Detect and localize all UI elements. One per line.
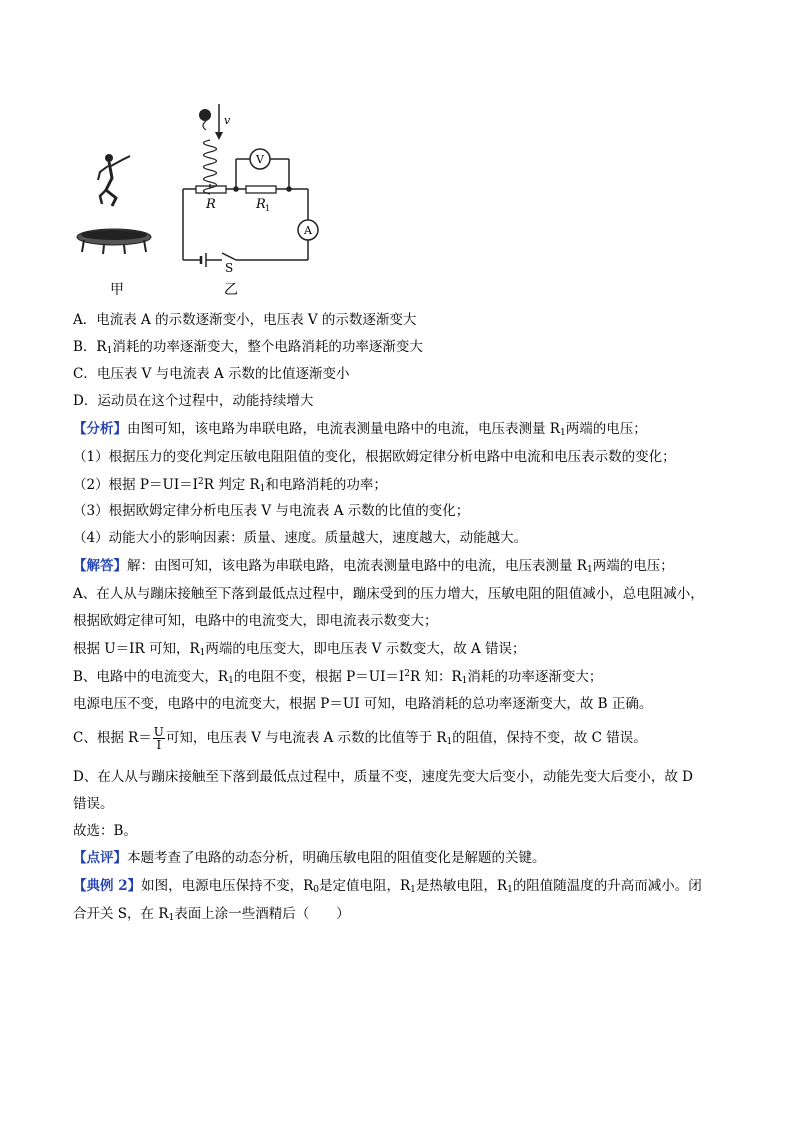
analysis-point-3: （3）根据欧姆定律分析电压表 V 与电流表 A 示数的比值的变化； [73, 503, 470, 519]
analysis-tag: 【分析】 [73, 421, 127, 437]
option-a: A．电流表 A 的示数逐渐变小，电压表 V 的示数逐渐变大 [73, 312, 417, 328]
resistor-r1-sub: 1 [265, 204, 271, 213]
figure-label-jia: 甲 [110, 282, 124, 298]
solution-a-line2: 根据欧姆定律可知，电路中的电流变大，即电流表示数变大； [73, 613, 438, 629]
ammeter-label: A [304, 224, 312, 237]
solution-tag: 【解答】 [73, 558, 127, 574]
switch-label: S [225, 261, 234, 275]
solution-choice: 故选：B。 [73, 823, 137, 839]
analysis-point-1: （1）根据压力的变化判定压敏电阻阻值的变化，根据欧姆定律分析电路中电流和电压表示数的变化； [73, 449, 676, 465]
figure-label-yi: 乙 [224, 282, 238, 298]
figure-drawing [60, 96, 360, 301]
circuit-diagram [183, 104, 318, 267]
example-2-line2: 合开关 S，在 $R_1$表面上涂一些酒精后（ ） [73, 906, 350, 923]
jumper-figure [98, 154, 130, 206]
analysis-point-4: （4）动能大小的影响因素：质量、速度。质量越大，速度越大，动能越大。 [73, 530, 528, 546]
example-2-line1: 【典例 2】如图，电源电压保持不变，$R_0$是定值电阻，$R_1$是热敏电阻，$R_1$的阻值随温度的升高而减小。闭 [73, 878, 702, 895]
comment: 【点评】本题考查了电路的动态分析，明确压敏电阻的阻值变化是解题的关键。 [73, 850, 546, 866]
comment-tag: 【点评】 [73, 850, 127, 866]
example-tag: 【典例 2】 [73, 878, 142, 894]
resistor-r-label: R [206, 197, 216, 212]
solution-a-line3: 根据 U＝IR 可知，$R_1$两端的电压变大，即电压表 V 示数变大，故 A 错误； [73, 641, 526, 658]
solution-intro: 【解答】解：由图可知，该电路为串联电路，电流表测量电路中的电流，电压表测量 $R_1$两端的电压； [73, 558, 674, 575]
trampoline-image [77, 229, 151, 254]
option-b: B．$R_1$消耗的功率逐渐变大，整个电路消耗的功率逐渐变大 [73, 339, 423, 356]
analysis-intro: 【分析】由图可知，该电路为串联电路，电流表测量电路中的电流，电压表测量 $R_1$两端的电压； [73, 421, 647, 438]
solution-b-line1: B、电路中的电流变大，$R_1$的电阻不变，根据 $P=UI=I^2R$ 知：$R_1$消耗的功率逐渐变大； [73, 669, 603, 686]
resistor-r1-label: R [256, 197, 266, 212]
solution-d-line2: 错误。 [73, 796, 114, 812]
circuit-figure [60, 96, 360, 301]
analysis-point-2: （2）根据 $P=UI=I^2R$ 判定 $R_1$和电路消耗的功率； [73, 477, 387, 494]
option-c: C．电压表 V 与电流表 A 示数的比值逐渐变小 [73, 366, 350, 382]
voltmeter-label: V [256, 153, 264, 166]
solution-a-line1: A、在人从与蹦床接触至下落到最低点过程中，蹦床受到的压力增大，压敏电阻的阻值减小，总电阻减小， [73, 586, 704, 602]
solution-c: C、根据 R＝ $\frac{U}{I}$ 可知，电压表 V 与电流表 A 示数的比值等于 $R_1$的阻值，保持不变，故 C 错误。 [73, 725, 647, 752]
solution-b-line2: 电源电压不变，电路中的电流变大，根据 P＝UI 可知，电路消耗的总功率逐渐变大，故 B 正确。 [73, 696, 653, 712]
fraction-u-over-i: $\frac{U}{I}$ [153, 725, 164, 752]
option-d: D．运动员在这个过程中，动能持续增大 [73, 393, 314, 409]
velocity-label: v [224, 114, 231, 127]
solution-d-line1: D、在人从与蹦床接触至下落到最低点过程中，质量不变，速度先变大后变小，动能先变大后变小，故 D [73, 769, 693, 785]
